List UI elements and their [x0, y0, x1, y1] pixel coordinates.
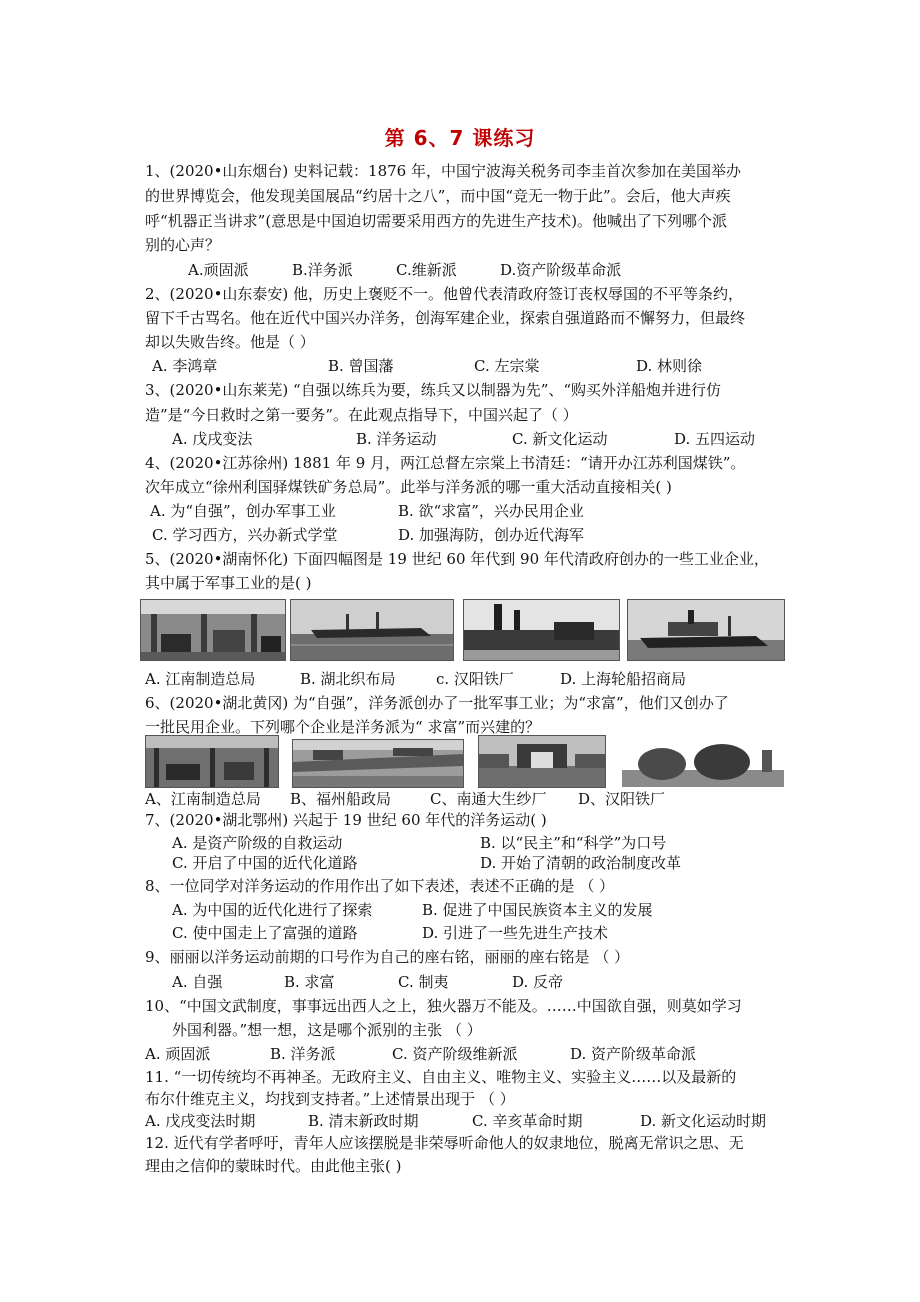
q1-line-2: 的世界博览会，他发现美国展品“约居十之八”，而中国“竞无一物于此”。会后，他大声疾	[145, 187, 731, 205]
q6-option-d[interactable]: D、汉阳铁厂	[578, 790, 666, 808]
q11-option-c[interactable]: C. 辛亥革命时期	[472, 1112, 583, 1130]
q1-line-4: 别的心声？	[145, 236, 221, 254]
q3-option-d[interactable]: D. 五四运动	[674, 430, 756, 448]
q2-line-3: 却以失败告终。他是（ ）	[145, 333, 315, 351]
q8-option-a[interactable]: A. 为中国的近代化进行了探索	[172, 901, 373, 919]
ship-on-water-icon	[291, 600, 453, 660]
page-title: 第 6、7 课练习	[384, 126, 536, 150]
ironworks-chimney-image	[463, 599, 620, 661]
factory-workshop-icon	[141, 600, 285, 660]
q6-option-c[interactable]: C、南通大生纱厂	[430, 790, 547, 808]
q10-option-d[interactable]: D. 资产阶级革命派	[570, 1045, 697, 1063]
q9-line-1: 9、丽丽以洋务运动前期的口号作为自己的座右铭，丽丽的座右铭是 （ ）	[145, 948, 630, 966]
q11-line-1: 11. “一切传统均不再神圣。无政府主义、自由主义、唯物主义、实验主义……以及最新的	[145, 1068, 737, 1086]
q2-line-2: 留下千古骂名。他在近代中国兴办洋务，创海军建企业，探索自强道路而不懈努力，但最终	[145, 309, 746, 327]
textile-mill-gate-icon	[479, 736, 605, 787]
q4-option-b[interactable]: B. 欲“求富”，兴办民用企业	[398, 502, 584, 520]
steamship-dock-image	[627, 599, 785, 661]
q9-option-b[interactable]: B. 求富	[284, 973, 335, 991]
q8-option-b[interactable]: B. 促进了中国民族资本主义的发展	[422, 901, 653, 919]
q1-option-c[interactable]: C.维新派	[396, 261, 457, 279]
factory-workshop-icon	[146, 736, 278, 787]
q12-line-2: 理由之信仰的蒙昧时代。由此他主张( )	[145, 1157, 402, 1175]
q10-line-2: 外国利器。”想一想，这是哪个派别的主张 （ ）	[172, 1021, 482, 1039]
ironworks-chimney-icon	[464, 600, 619, 660]
q3-option-b[interactable]: B. 洋务运动	[356, 430, 437, 448]
q1-option-d[interactable]: D.资产阶级革命派	[500, 261, 622, 279]
q4-option-d[interactable]: D. 加强海防，创办近代海军	[398, 526, 585, 544]
q5-option-a[interactable]: A. 江南制造总局	[145, 670, 256, 688]
q3-option-c[interactable]: C. 新文化运动	[512, 430, 608, 448]
q8-option-d[interactable]: D. 引进了一些先进生产技术	[422, 924, 609, 942]
ship-on-water-image	[290, 599, 454, 661]
q12-line-1: 12. 近代有学者呼吁，青年人应该摆脱是非荣辱听命他人的奴隶地位，脱离无常识之思、无	[145, 1134, 744, 1152]
shipyard-icon	[293, 740, 463, 787]
q5-line-1: 5、(2020•湖南怀化) 下面四幅图是 19 世纪 60 年代到 90 年代清政府创办的一些工业企业，	[145, 550, 769, 568]
q11-option-d[interactable]: D. 新文化运动时期	[640, 1112, 767, 1130]
q3-line-2: 造”是“今日救时之第一要务”。在此观点指导下，中国兴起了（ ）	[145, 406, 578, 424]
q2-option-d[interactable]: D. 林则徐	[636, 357, 703, 375]
q4-line-1: 4、(2020•江苏徐州) 1881 年 9 月，两江总督左宗棠上书清廷：“请开办江苏利国煤铁”。	[145, 454, 746, 472]
textile-mill-gate-image	[478, 735, 606, 788]
q9-option-a[interactable]: A. 自强	[172, 973, 223, 991]
q8-option-c[interactable]: C. 使中国走上了富强的道路	[172, 924, 358, 942]
q7-option-c[interactable]: C. 开启了中国的近代化道路	[172, 854, 358, 872]
q4-option-a[interactable]: A. 为“自强”，创办军事工业	[150, 502, 336, 520]
q7-option-a[interactable]: A. 是资产阶级的自救运动	[172, 834, 343, 852]
q2-line-1: 2、(2020•山东泰安) 他，历史上褒贬不一。他曾代表清政府签订丧权辱国的不平等条约，	[145, 285, 744, 303]
q7-line-1: 7、(2020•湖北鄂州) 兴起于 19 世纪 60 年代的洋务运动( )	[145, 811, 547, 829]
q11-line-2: 布尔什维克主义，均找到支持者。”上述情景出现于 （ ）	[145, 1090, 515, 1108]
ironworks-tanks-image	[621, 741, 785, 788]
q6-line-1: 6、(2020•湖北黄冈) 为“自强”，洋务派创办了一批军事工业；为“求富”，他们又创办了	[145, 694, 729, 712]
q1-option-a[interactable]: A.顽固派	[188, 261, 249, 279]
factory-workshop-image	[140, 599, 286, 661]
q10-option-b[interactable]: B. 洋务派	[270, 1045, 336, 1063]
q5-option-c[interactable]: c. 汉阳铁厂	[436, 670, 514, 688]
steamship-dock-icon	[628, 600, 784, 660]
factory-workshop-image-2	[145, 735, 279, 788]
q11-option-b[interactable]: B. 清末新政时期	[308, 1112, 419, 1130]
q1-line-3: 呼“机器正当讲求”(意思是中国迫切需要采用西方的先进生产技术)。他喊出了下列哪个派	[145, 212, 728, 230]
q5-option-d[interactable]: D. 上海轮船招商局	[560, 670, 687, 688]
q3-option-a[interactable]: A. 戊戌变法	[172, 430, 253, 448]
q2-option-b[interactable]: B. 曾国藩	[328, 357, 394, 375]
q1-line-1: 1、(2020•山东烟台) 史料记载：1876 年，中国宁波海关税务司李圭首次参加在美国举办	[145, 162, 741, 180]
q3-line-1: 3、(2020•山东莱芜) “自强以练兵为要，练兵又以制器为先”、“购买外洋船炮并进行仿	[145, 381, 722, 399]
ironworks-tanks-icon	[622, 742, 784, 787]
q4-option-c[interactable]: C. 学习西方，兴办新式学堂	[152, 526, 338, 544]
q8-line-1: 8、一位同学对洋务运动的作用作出了如下表述，表述不正确的是 （ ）	[145, 877, 615, 895]
shipyard-image	[292, 739, 464, 788]
q10-option-a[interactable]: A. 顽固派	[145, 1045, 211, 1063]
q7-option-b[interactable]: B. 以“民主”和“科学”为口号	[480, 834, 667, 852]
q10-option-c[interactable]: C. 资产阶级维新派	[392, 1045, 518, 1063]
q10-line-1: 10、“中国文武制度，事事远出西人之上，独火器万不能及。……中国欲自强，则莫如学习	[145, 997, 742, 1015]
q11-option-a[interactable]: A. 戊戌变法时期	[145, 1112, 256, 1130]
q2-option-c[interactable]: C. 左宗棠	[474, 357, 540, 375]
q9-option-c[interactable]: C. 制夷	[398, 973, 449, 991]
q5-line-2: 其中属于军事工业的是( )	[145, 574, 312, 592]
q6-option-b[interactable]: B、福州船政局	[290, 790, 392, 808]
q1-option-b[interactable]: B.洋务派	[292, 261, 353, 279]
q6-option-a[interactable]: A、江南制造总局	[145, 790, 261, 808]
q7-option-d[interactable]: D. 开始了清朝的政治制度改革	[480, 854, 682, 872]
q4-line-2: 次年成立“徐州利国驿煤铁矿务总局”。此举与洋务派的哪一重大活动直接相关( )	[145, 478, 672, 496]
q5-option-b[interactable]: B. 湖北织布局	[300, 670, 396, 688]
q2-option-a[interactable]: A. 李鸿章	[152, 357, 218, 375]
q9-option-d[interactable]: D. 反帝	[512, 973, 564, 991]
q6-line-2: 一批民用企业。下列哪个企业是洋务派为“ 求富”而兴建的？	[145, 718, 541, 736]
